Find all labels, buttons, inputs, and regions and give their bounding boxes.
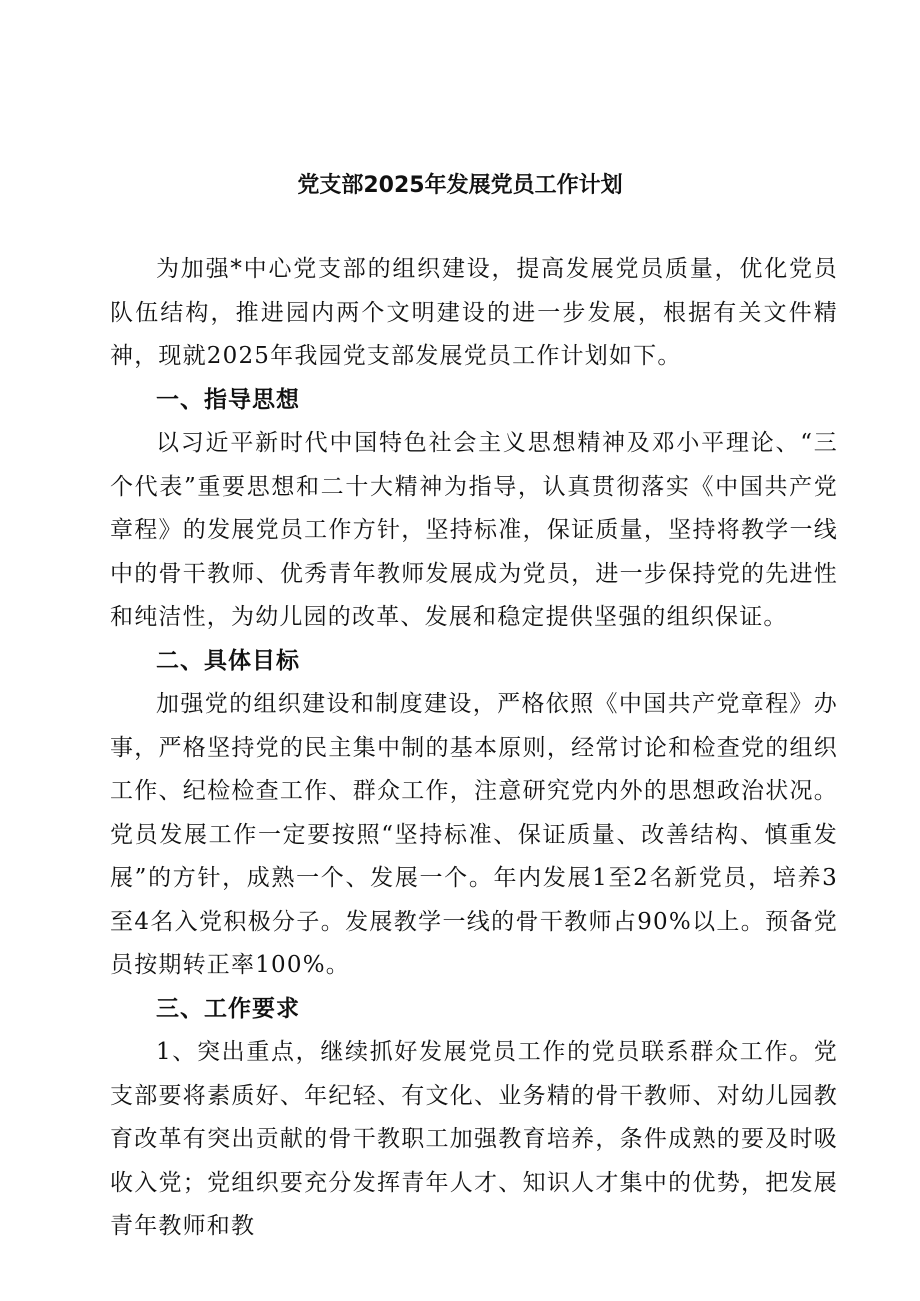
specific-goals-paragraph: 加强党的组织建设和制度建设，严格依照《中国共产党章程》办事，严格坚持党的民主集中制的基本原则，经常讨论和检查党的组织工作、纪检检查工作、群众工作，注意研究党内外的思想政治状况。党员发展工作一定要按照“坚持标准、保证质量、改善结构、慎重发展”的方针，成熟一个、发展一个。年内发展1至2名新党员，培养3至4名入党积极分子。发展教学一线的骨干教师占90%以上。预备党员按期转正率100%。 — [110, 691, 838, 978]
document-title: 党支部2025年发展党员工作计划 — [297, 173, 623, 198]
guiding-ideology-paragraph: 以习近平新时代中国特色社会主义思想精神及邓小平理论、“三个代表”重要思想和二十大精神为指导，认真贯彻落实《中国共产党章程》的发展党员工作方针，坚持标准，保证质量，坚持将教学一线中的骨干教师、优秀青年教师发展成为党员，进一步保持党的先进性和纯洁性，为幼儿园的改革、发展和稳定提供坚强的组织保证。 — [110, 430, 838, 630]
section-heading-work-requirements: 三、工作要求 — [156, 995, 300, 1022]
intro-paragraph: 为加强*中心党支部的组织建设，提高发展党员质量，优化党员队伍结构，推进园内两个文明建设的进一步发展，根据有关文件精神，现就2025年我园党支部发展党员工作计划如下。 — [110, 256, 838, 369]
work-requirements-paragraph: 1、突出重点，继续抓好发展党员工作的党员联系群众工作。党支部要将素质好、年纪轻、有文化、业务精的骨干教师、对幼儿园教育改革有突出贡献的骨干教职工加强教育培养，条件成熟的要及时吸收入党；党组织要充分发挥青年人才、知识人才集中的优势，把发展青年教师和教 — [110, 1039, 838, 1239]
section-heading-guiding-ideology: 一、指导思想 — [156, 386, 300, 413]
document-body — [110, 248, 838, 1249]
section-heading-specific-goals: 二、具体目标 — [156, 647, 300, 674]
